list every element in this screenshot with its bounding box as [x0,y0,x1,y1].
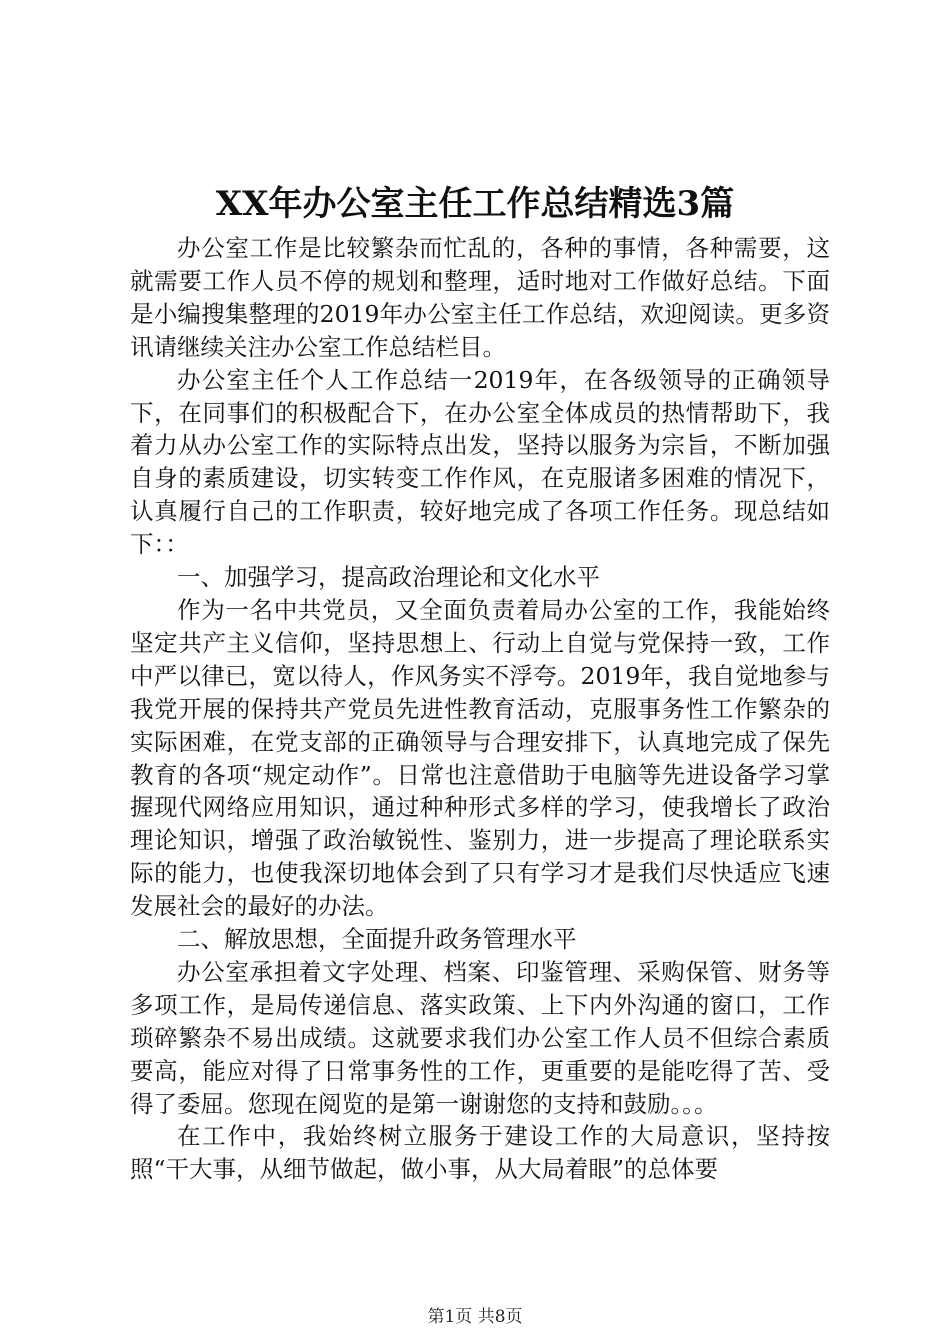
section-heading-2: 二、解放思想，全面提升政务管理水平 [177,925,577,954]
section-2-continued-paragraph: 在工作中，我始终树立服务于建设工作的大局意识，坚持按照“干大事，从细节做起，做小事，从大局着眼”的总体要 [130,1122,830,1184]
section-2-paragraph: 办公室承担着文字处理、档案、印鉴管理、采购保管、财务等多项工作，是局传递信息、落实政策、上下内外沟通的窗口，工作琐碎繁杂不易出成绩。这就要求我们办公室工作人员不但综合素质要高，能应对得了日常事务性的工作，更重要的是能吃得了苦、受得了委屈。您现在阅览的是第一谢谢您的支持和鼓励。。。 [130,957,830,1118]
section-1-paragraph: 作为一名中共党员，又全面负责着局办公室的工作，我能始终坚定共产主义信仰，坚持思想上、行动上自觉与党保持一致，工作中严以律已，宽以待人，作风务实不浮夸。2019年，我自觉地参与我党开展的保持共产党员先进性教育活动，克服事务性工作繁杂的实际困难，在党支部的正确领导与合理安排下，认真地完成了保先教育的各项“规定动作”。日常也注意借助于电脑等先进设备学习掌握现代网络应用知识，通过种种形式多样的学习，使我增长了政治理论知识，增强了政治敏锐性、鉴别力，进一步提高了理论联系实际的能力，也使我深切地体会到了只有学习才是我们尽快适应飞速发展社会的最好的办法。 [130,595,830,921]
section-heading-1: 一、加强学习，提高政治理论和文化水平 [177,563,600,592]
document-title: XX年办公室主任工作总结精选3篇 [215,184,735,224]
page-number-footer: 第1页 共8页 [427,1307,523,1327]
intro-paragraph: 办公室工作是比较繁杂而忙乱的，各种的事情，各种需要，这就需要工作人员不停的规划和整理，适时地对工作做好总结。下面是小编搜集整理的2019年办公室主任工作总结，欢迎阅读。更多资讯请继续关注办公室工作总结栏目。 [130,234,830,361]
summary-opening-paragraph: 办公室主任个人工作总结一2019年，在各级领导的正确领导下，在同事们的积极配合下，在办公室全体成员的热情帮助下，我着力从办公室工作的实际特点出发，坚持以服务为宗旨，不断加强自身的素质建设，切实转变工作作风，在克服诸多困难的情况下，认真履行自己的工作职责，较好地完成了各项工作任务。现总结如下：： [130,365,830,559]
document-body [130,232,830,1186]
